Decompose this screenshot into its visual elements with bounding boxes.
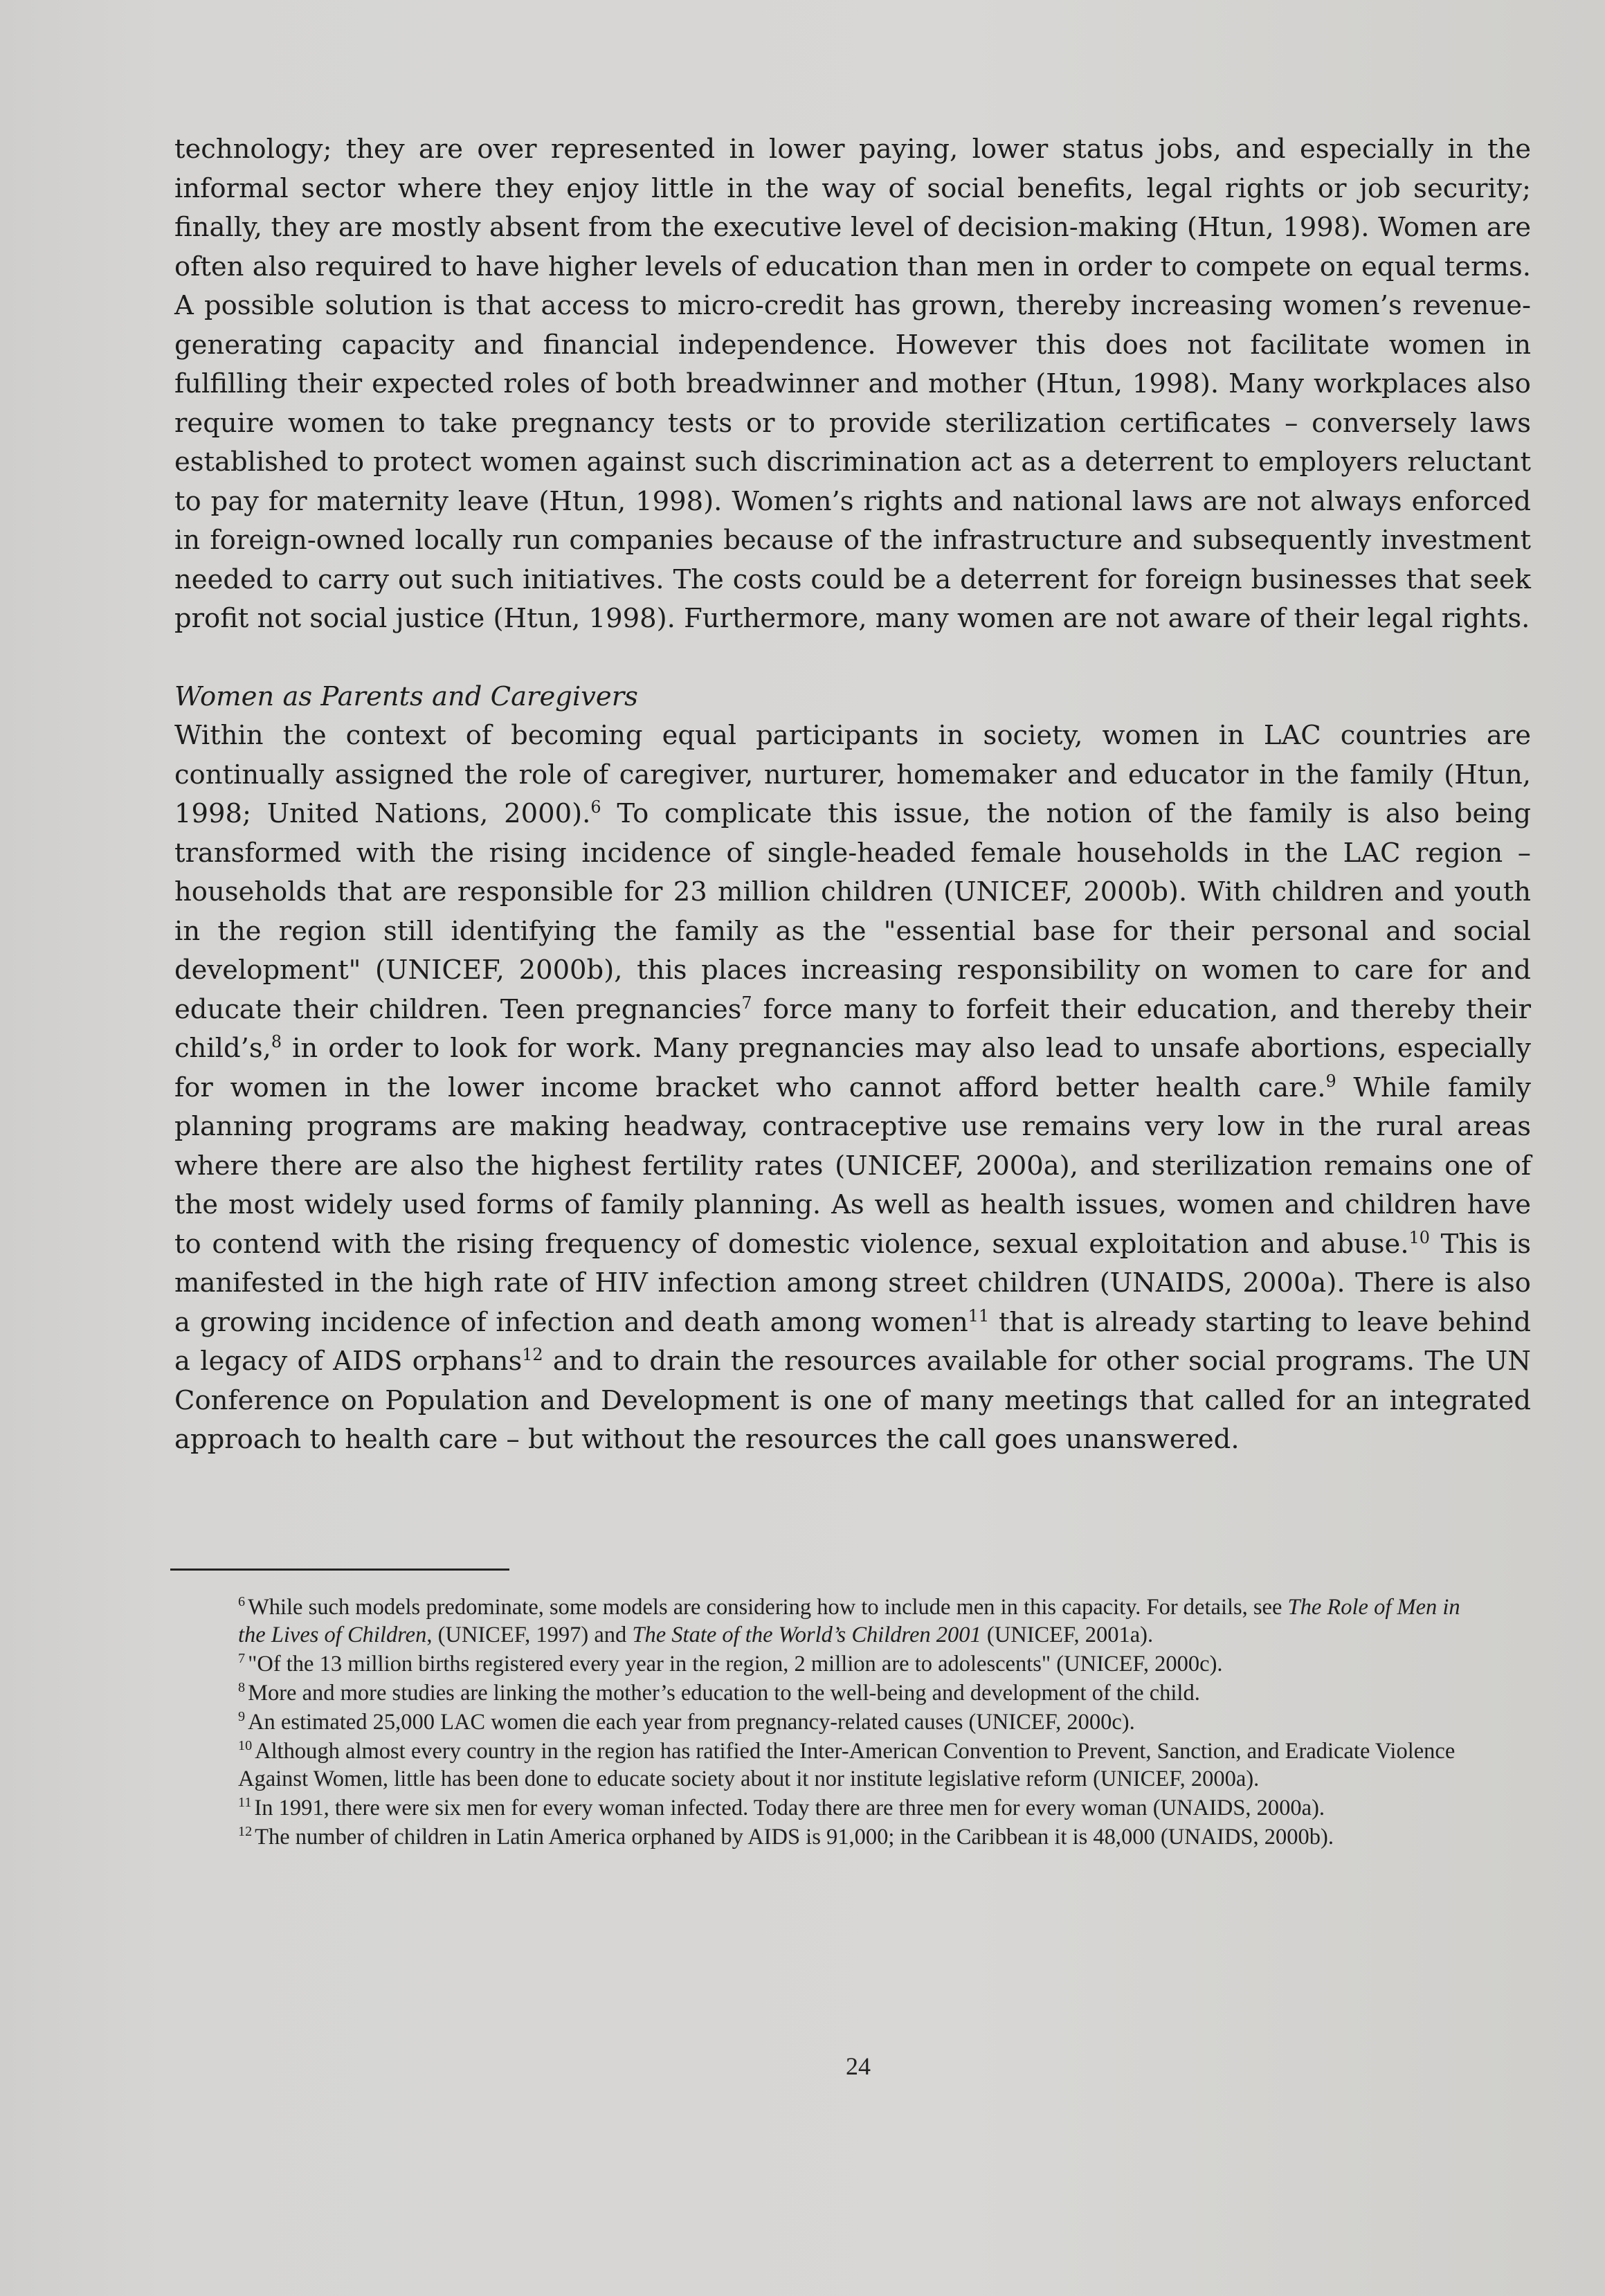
footnote-number: 12 [238, 1824, 253, 1840]
footnote [238, 1650, 1492, 1678]
footnote-text: The number of children in Latin America orphaned by AIDS is 91,000; in the Caribbean it is 48,000 (UNAIDS, 2000b). [255, 1825, 1334, 1850]
paragraph-spacer [174, 639, 1531, 678]
footnote-ref: 6 [590, 797, 601, 817]
footnote-ref: 7 [741, 993, 752, 1013]
footnote-text: "Of the 13 million births registered every year in the region, 2 million are to adolescents" (UNICEF, 2000c). [248, 1652, 1223, 1676]
footnote-title: The Role of Men in the Lives of Children [238, 1595, 1460, 1647]
footnote-ref: 11 [968, 1305, 990, 1326]
paragraph [174, 716, 1531, 1460]
footnote [238, 1593, 1492, 1649]
paragraph-text: This is manifested in the high rate of HIV infection among street children (UNAIDS, 2000a). There is also a growing incidence of infection and death among women [174, 1228, 1532, 1338]
footnote-text: Although almost every country in the region has ratified the Inter-American Convention to Prevent, Sanction, and Eradicate Violence Against Women, little has been done to educate society about it nor institute legislative reform (UNICEF, 2000a). [238, 1739, 1456, 1791]
footnote-text: (UNICEF, 2001a). [981, 1622, 1154, 1647]
footnote-ref: 9 [1325, 1071, 1336, 1091]
footnote-ref: 12 [522, 1345, 543, 1365]
footnote-number: 7 [238, 1651, 246, 1667]
footnote-text: More and more studies are linking the mother’s education to the well-being and development of the child. [248, 1681, 1200, 1706]
page-number: 24 [846, 2052, 871, 2080]
main-body [174, 130, 1531, 1460]
footnote [238, 1708, 1492, 1736]
footnote [238, 1794, 1492, 1822]
paragraph-text: To complicate this issue, the notion of the family is also being transformed with the rising incidence of single-headed female households in the LAC region – households that are responsible for 23 million children (UNICEF, 2000b). With children and youth in the region still identifying the family as the "essential base for their personal and social development" (UNICEF, 2000b), this places increasing responsibility on women to care for and educate their children. Teen pregnancies [174, 798, 1531, 1025]
footnote-number: 10 [238, 1738, 253, 1754]
paragraph-text: and to drain the resources available for other social programs. The UN Conference on Population and Development is one of many meetings that called for an integrated approach to health care – but without the resources the call goes unanswered. [174, 1346, 1531, 1455]
paragraph-text: in order to look for work. Many pregnancies may also lead to unsafe abortions, especially for women in the lower income bracket who cannot afford better health care. [174, 1033, 1531, 1103]
footnote-text: An estimated 25,000 LAC women die each year from pregnancy-related causes (UNICEF, 2000c). [248, 1710, 1135, 1735]
paragraph-text: force many to forfeit their education, and thereby their child’s, [174, 993, 1531, 1064]
footnotes [238, 1593, 1492, 1851]
footnote [238, 1737, 1492, 1793]
footnote-number: 11 [238, 1795, 252, 1811]
footnote-number: 9 [238, 1709, 246, 1725]
footnote-title: The State of the World’s Children 2001 [632, 1622, 981, 1647]
paragraph-text: Within the context of becoming equal participants in society, women in LAC countries are continually assigned the role of caregiver, nurturer, homemaker and educator in the family (Htun, 1998; United Nations, 2000). [174, 720, 1531, 829]
footnote [238, 1823, 1492, 1851]
footnote-separator [170, 1569, 509, 1571]
paragraph-text: While family planning programs are making headway, contraceptive use remains very low in the rural areas where there are also the highest fertility rates (UNICEF, 2000a), and sterilization remains one of the most widely used forms of family planning. As well as health issues, women and children have to contend with the rising frequency of domestic violence, sexual exploitation and abuse. [174, 1072, 1531, 1260]
paragraph-text: that is already starting to leave behind a legacy of AIDS orphans [174, 1306, 1531, 1377]
footnote [238, 1679, 1492, 1707]
footnote-ref: 8 [271, 1032, 282, 1052]
footnote-text: In 1991, there were six men for every woman infected. Today there are three men for every woman (UNAIDS, 2000a). [254, 1796, 1325, 1820]
footnote-text: While such models predominate, some models are considering how to include men in this capacity. For details, see [248, 1595, 1288, 1620]
paragraph: technology; they are over represented in lower paying, lower status jobs, and especially in the informal sector where they enjoy little in the way of social benefits, legal rights or job security; finally, they are mostly absent from the executive level of decision-making (Htun, 1998). Women are often also required to have higher levels of education than men in order to compete on equal terms. A possible solution is that access to micro-credit has grown, thereby increasing women’s revenue-generating capacity and financial independence. However this does not facilitate women in fulfilling their expected roles of both breadwinner and mother (Htun, 1998). Many workplaces also require women to take pregnancy tests or to provide sterilization certificates – conversely laws established to protect women against such discrimination act as a deterrent to employers reluctant to pay for maternity leave (Htun, 1998). Women’s rights and national laws are not always enforced in foreign-owned locally run companies because of the infrastructure and subsequently investment needed to carry out such initiatives. The costs could be a deterrent for foreign businesses that seek profit not social justice (Htun, 1998). Furthermore, many women are not aware of their legal rights. [174, 134, 1531, 634]
footnote-ref: 10 [1408, 1227, 1430, 1247]
footnote-text: , (UNICEF, 1997) and [426, 1622, 633, 1647]
footnote-number: 6 [238, 1594, 246, 1610]
section-heading: Women as Parents and Caregivers [174, 680, 638, 712]
footnote-number: 8 [238, 1680, 246, 1696]
